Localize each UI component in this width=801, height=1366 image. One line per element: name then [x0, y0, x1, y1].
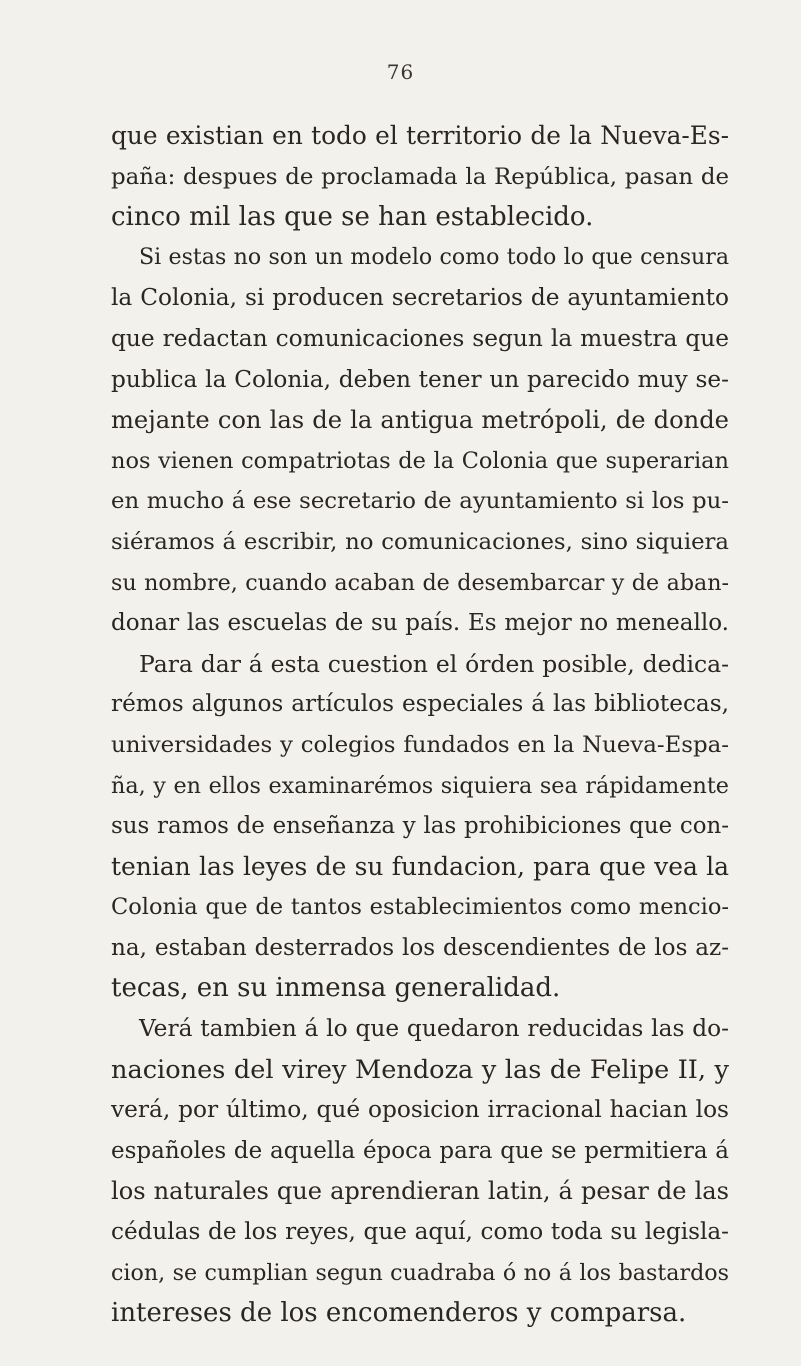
text-line: paña: despues de proclamada la República, pasan de — [111, 163, 729, 190]
body-text — [111, 116, 729, 1334]
text-line: Colonia que de tantos establecimientos como mencio- — [111, 894, 729, 921]
text-line: los naturales que aprendieran latin, á pesar de las — [111, 1177, 729, 1206]
text-line: que redactan comunicaciones segun la muestra que — [111, 324, 729, 352]
text-line: cinco mil las que se han establecido. — [111, 202, 594, 233]
text-line: mejante con las de la antigua metrópoli, de donde — [111, 406, 729, 435]
text-line: Si estas no son un modelo como todo lo que censura — [139, 244, 729, 270]
text-line: nos vienen compatriotas de la Colonia que superarian — [111, 447, 729, 474]
text-line: cédulas de los reyes, que aquí, como toda su legisla- — [111, 1219, 729, 1246]
text-line: publica la Colonia, deben tener un parecido muy se- — [111, 365, 729, 393]
text-line: donar las escuelas de su país. Es mejor no meneallo. — [111, 610, 729, 637]
text-line: su nombre, cuando acaban de desembarcar y de aban- — [111, 569, 729, 596]
text-line: rémos algunos artículos especiales á las bibliotecas, — [111, 690, 729, 718]
text-line: Verá tambien á lo que quedaron reducidas las do- — [139, 1015, 729, 1043]
text-line: en mucho á ese secretario de ayuntamiento si los pu- — [111, 488, 729, 515]
text-line: universidades y colegios fundados en la Nueva-Espa- — [111, 731, 729, 758]
text-line: tecas, en su inmensa generalidad. — [111, 973, 561, 1004]
text-line: intereses de los encomenderos y comparsa. — [111, 1298, 687, 1329]
text-line: sus ramos de enseñanza y las prohibiciones que con- — [111, 813, 729, 840]
text-line: tenian las leyes de su fundacion, para que vea la — [111, 851, 729, 881]
text-line: verá, por último, qué oposicion irracional hacian los — [111, 1096, 729, 1124]
text-line: siéramos á escribir, no comunicaciones, sino siquiera — [111, 528, 729, 555]
text-line: na, estaban desterrados los descendientes de los az- — [111, 934, 729, 961]
text-line: la Colonia, si producen secretarios de ayuntamiento — [111, 284, 729, 312]
text-line: españoles de aquella época para que se permitiera á — [111, 1137, 729, 1164]
text-line: cion, se cumplian segun cuadraba ó no á los bastardos — [111, 1259, 729, 1286]
text-line: Para dar á esta cuestion el órden posible, dedica- — [139, 649, 729, 678]
text-line: naciones del virey Mendoza y las de Felipe II, y — [111, 1054, 729, 1085]
page-number: 76 — [386, 60, 415, 84]
text-line: que existian en todo el territorio de la Nueva-Es- — [111, 121, 729, 150]
text-line: ña, y en ellos examinarémos siquiera sea rápidamente — [111, 772, 729, 799]
